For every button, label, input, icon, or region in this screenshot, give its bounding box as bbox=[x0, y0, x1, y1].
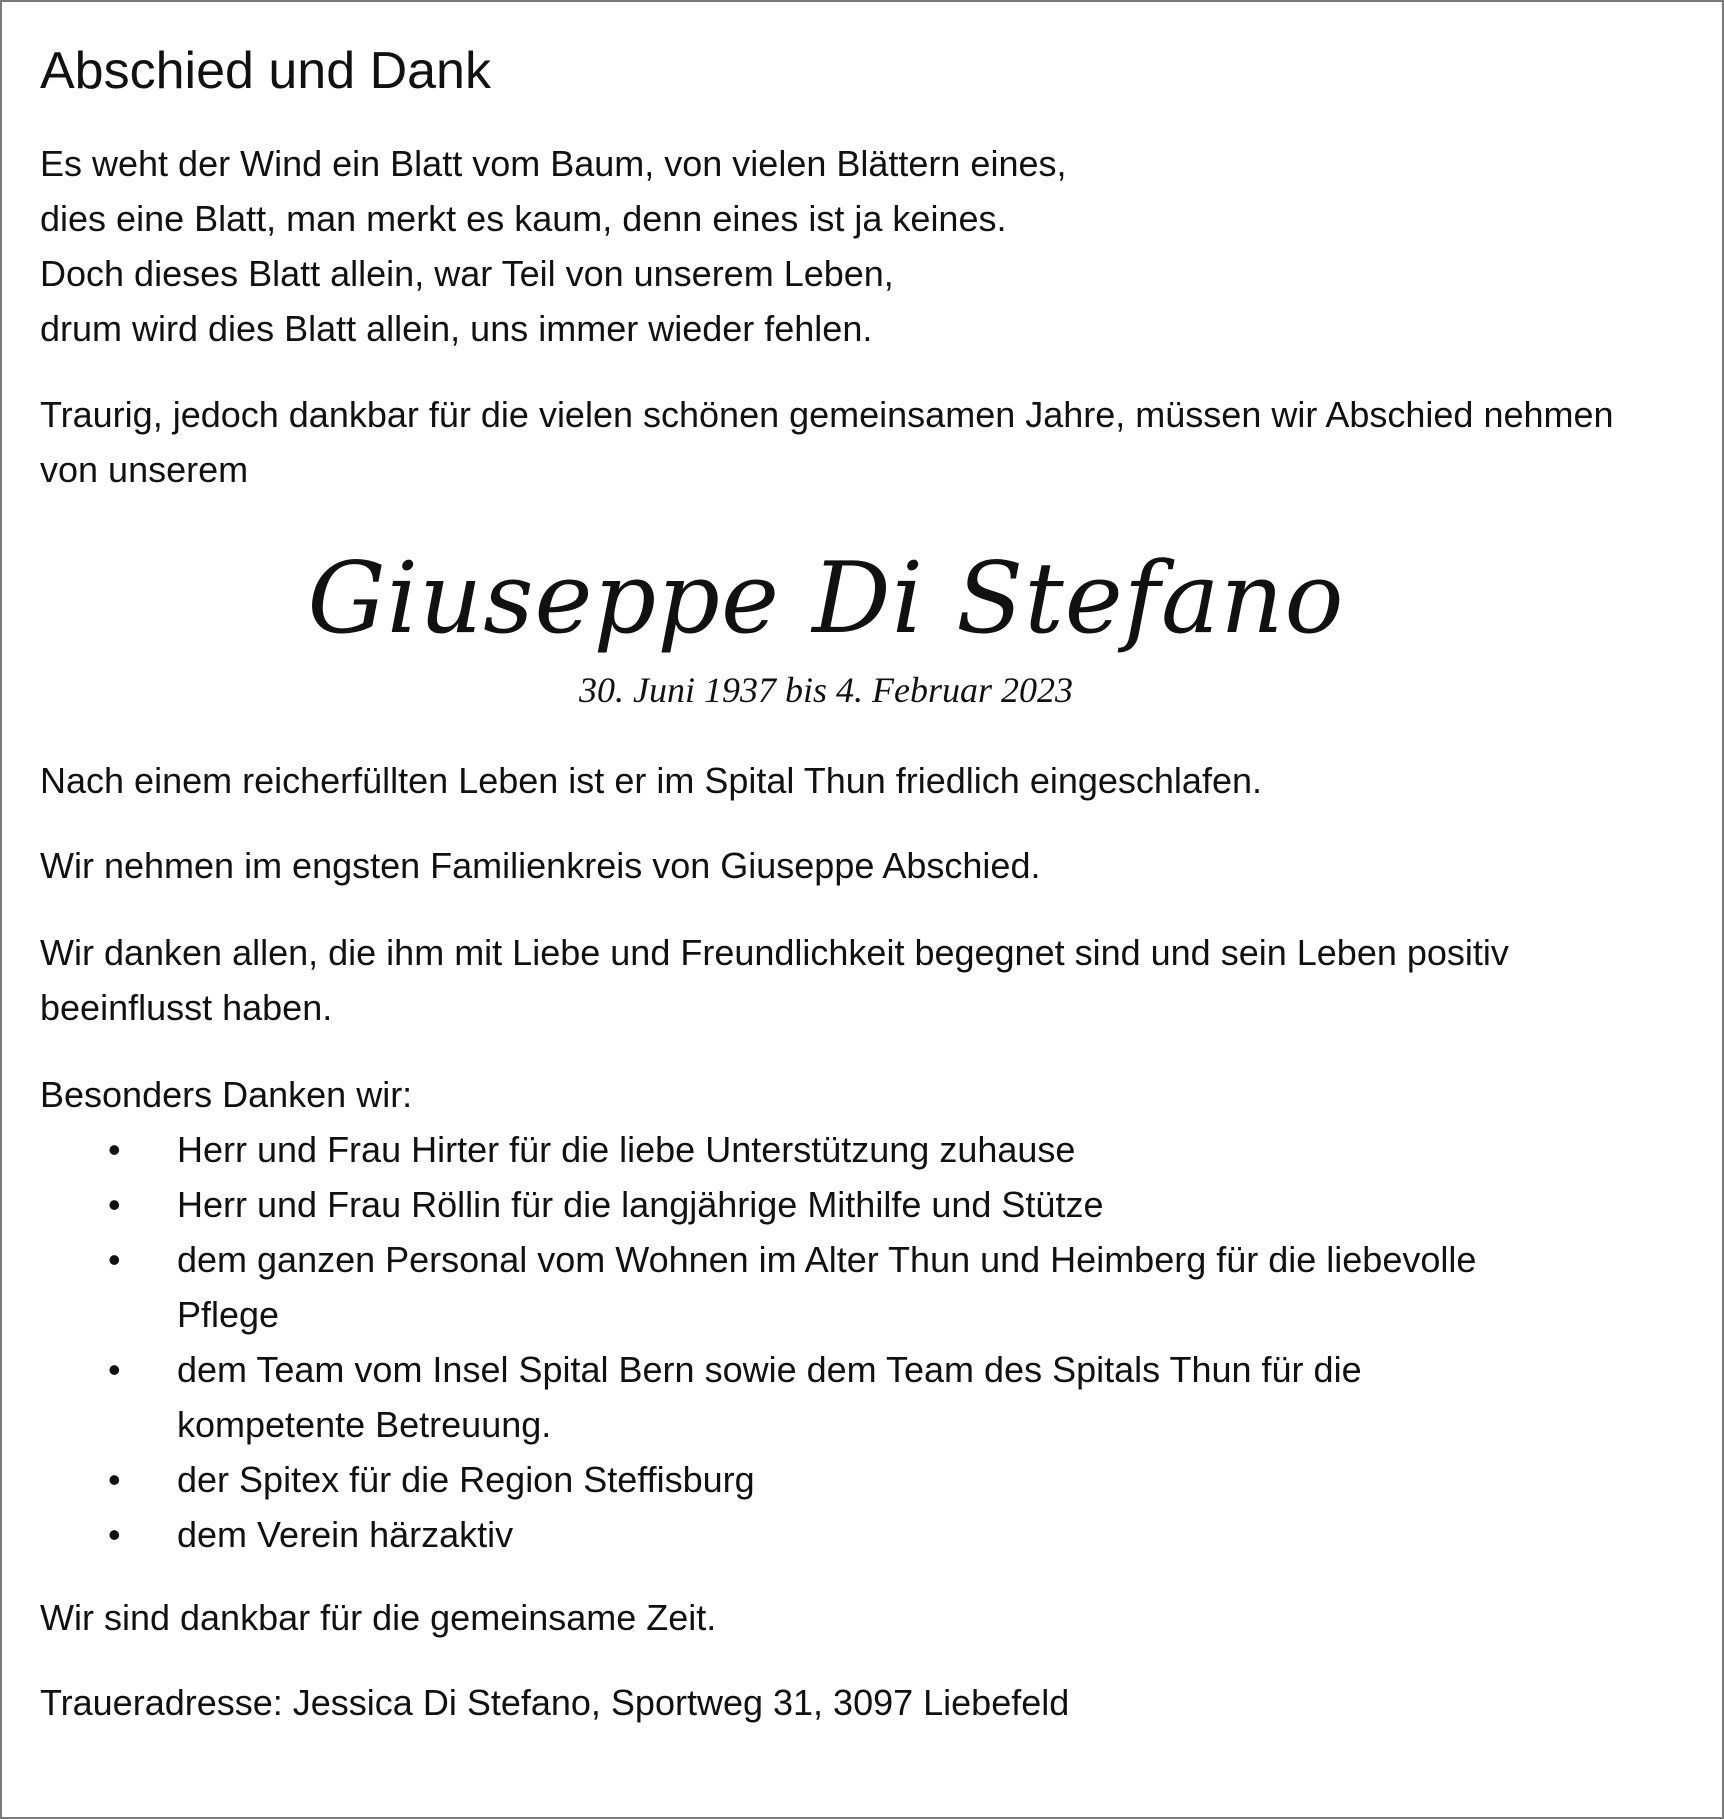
deceased-name: Giuseppe Di Stefano bbox=[307, 542, 1345, 656]
bullet-icon: • bbox=[108, 1514, 121, 1555]
list-item-text: dem Verein härzaktiv bbox=[177, 1514, 514, 1555]
passed-text: Nach einem reicherfüllten Leben ist er im Spital Thun friedlich eingeschlafen. bbox=[40, 760, 1262, 801]
special-thanks-intro: Besonders Danken wir: bbox=[40, 1074, 413, 1115]
bullet-icon: • bbox=[108, 1239, 121, 1280]
thanks-list bbox=[40, 1122, 1680, 1562]
notice-content bbox=[40, 32, 1680, 1730]
grateful-text: Wir sind dankbar für die gemeinsame Zeit. bbox=[40, 1597, 717, 1638]
deceased-dates: 30. Juni 1937 bis 4. Februar 2023 bbox=[579, 670, 1073, 710]
list-item bbox=[40, 1177, 1557, 1232]
list-item-text: dem ganzen Personal vom Wohnen im Alter Thun und Heimberg für die liebevolle Pflege bbox=[177, 1239, 1477, 1335]
bullet-icon: • bbox=[108, 1459, 121, 1500]
intro-text: Traurig, jedoch dankbar für die vielen schönen gemeinsamen Jahre, müssen wir Abschied nehmen von unserem bbox=[40, 394, 1614, 490]
list-item-text: dem Team vom Insel Spital Bern sowie dem Team des Spitals Thun für die kompetente Betreuung. bbox=[177, 1349, 1362, 1445]
poem-line: dies eine Blatt, man merkt es kaum, denn eines ist ja keines. bbox=[40, 198, 1007, 239]
thanks-all-text: Wir danken allen, die ihm mit Liebe und Freundlichkeit begegnet sind und sein Leben positiv beeinflusst haben. bbox=[40, 932, 1509, 1028]
poem-line: Doch dieses Blatt allein, war Teil von unserem Leben, bbox=[40, 253, 894, 294]
list-item-text: Herr und Frau Röllin für die langjährige Mithilfe und Stütze bbox=[177, 1184, 1104, 1225]
list-item bbox=[40, 1507, 1557, 1562]
poem bbox=[40, 136, 1680, 356]
mourning-address: Traueradresse: Jessica Di Stefano, Sportweg 31, 3097 Liebefeld bbox=[40, 1682, 1070, 1723]
deceased-block bbox=[2, 539, 1650, 713]
bullet-icon: • bbox=[108, 1184, 121, 1225]
family-text: Wir nehmen im engsten Familienkreis von Giuseppe Abschied. bbox=[40, 845, 1041, 886]
list-item bbox=[40, 1452, 1557, 1507]
poem-line: Es weht der Wind ein Blatt vom Baum, von vielen Blättern eines, bbox=[40, 143, 1067, 184]
list-item-text: der Spitex für die Region Steffisburg bbox=[177, 1459, 755, 1500]
bullet-icon: • bbox=[108, 1349, 121, 1390]
poem-line: drum wird dies Blatt allein, uns immer wieder fehlen. bbox=[40, 308, 873, 349]
bullet-icon: • bbox=[108, 1129, 121, 1170]
list-item bbox=[40, 1232, 1557, 1342]
list-item-text: Herr und Frau Hirter für die liebe Unterstützung zuhause bbox=[177, 1129, 1076, 1170]
notice-heading: Abschied und Dank bbox=[40, 42, 491, 100]
list-item bbox=[40, 1342, 1557, 1452]
list-item bbox=[40, 1122, 1557, 1177]
